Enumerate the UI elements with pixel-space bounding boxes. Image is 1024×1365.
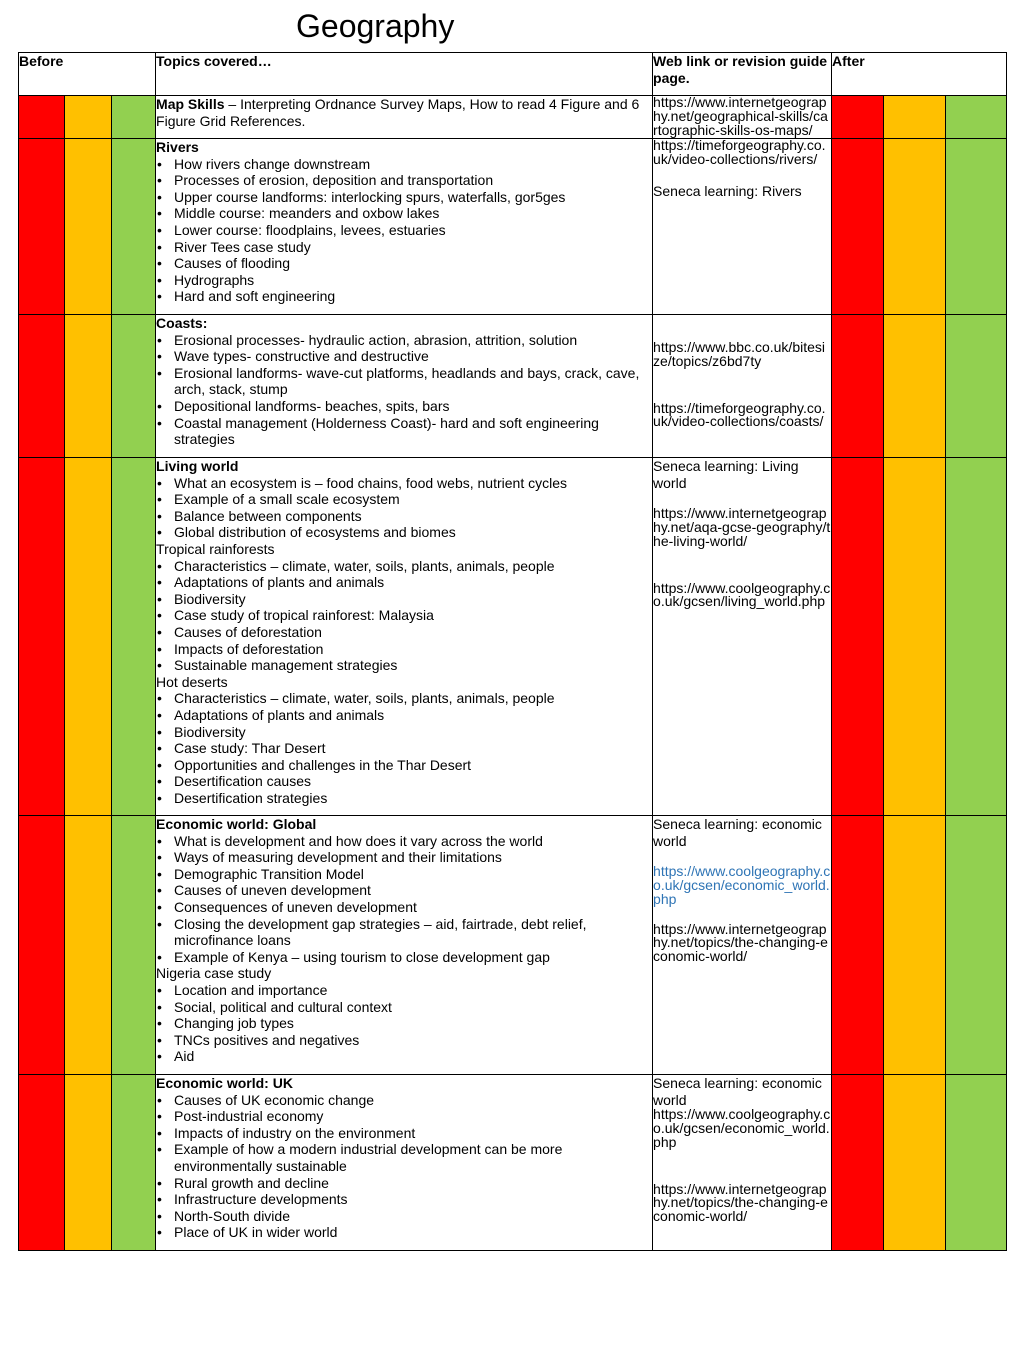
revision-link[interactable]: https://www.internetgeography.net/topics/the-changing-economic-world/ (653, 920, 828, 965)
topic-list (156, 475, 652, 541)
before-red-cell[interactable] (19, 96, 65, 139)
topics-header: Topics covered… (156, 53, 653, 96)
list-item: • Consequences of uneven development (156, 899, 652, 916)
list-item: • Changing job types (156, 1015, 652, 1032)
after-header: After (832, 53, 1007, 96)
revision-link[interactable]: https://timeforgeography.co.uk/video-collections/rivers/ (653, 137, 826, 167)
before-green-cell[interactable] (112, 139, 156, 315)
list-item: • Erosional processes- hydraulic action, abrasion, attrition, solution (156, 332, 652, 349)
section-intro: – Interpreting Ordnance Survey Maps, How to read 4 Figure and 6 Figure Grid References. (156, 96, 640, 129)
subsection-heading: Nigeria case study (156, 965, 272, 982)
topic-list (156, 833, 652, 966)
revision-tracker-table (18, 52, 1007, 1251)
list-item: • Infrastructure developments (156, 1191, 652, 1208)
list-item: • Causes of flooding (156, 255, 652, 272)
list-item: • Wave types- constructive and destructive (156, 348, 652, 365)
revision-link[interactable]: https://www.internetgeography.net/aqa-gcse-geography/the-living-world/ (653, 505, 831, 549)
subsection-heading: Hot deserts (156, 673, 228, 690)
before-green-cell[interactable] (112, 315, 156, 458)
before-green-cell[interactable] (112, 816, 156, 1075)
after-amber-cell[interactable] (884, 315, 946, 458)
before-amber-cell[interactable] (65, 816, 112, 1075)
after-red-cell[interactable] (832, 816, 884, 1075)
revision-link[interactable]: Seneca learning: Living world (653, 458, 799, 491)
after-amber-cell[interactable] (884, 1075, 946, 1251)
list-item: • Adaptations of plants and animals (156, 707, 652, 724)
before-amber-cell[interactable] (65, 315, 112, 458)
topic-list (156, 1092, 652, 1241)
links-cell (653, 458, 832, 816)
topic-row-economic-global (19, 816, 1007, 1075)
before-green-cell[interactable] (112, 1075, 156, 1251)
revision-link[interactable]: Seneca learning: economic world (653, 1075, 822, 1108)
list-item: • Aid (156, 1048, 652, 1065)
list-item: • Processes of erosion, deposition and transportation (156, 172, 652, 189)
topic-row-coasts (19, 315, 1007, 458)
list-item: • Characteristics – climate, water, soils, plants, animals, people (156, 558, 652, 575)
before-red-cell[interactable] (19, 1075, 65, 1251)
subsection-heading: Tropical rainforests (156, 540, 275, 557)
topic-row-living-world (19, 458, 1007, 816)
after-amber-cell[interactable] (884, 96, 946, 139)
before-red-cell[interactable] (19, 816, 65, 1075)
header-row (19, 53, 1007, 96)
section-title: Coasts: (156, 315, 208, 331)
list-item: • Hydrographs (156, 272, 652, 289)
before-red-cell[interactable] (19, 458, 65, 816)
section-title: Living world (156, 458, 239, 474)
after-red-cell[interactable] (832, 315, 884, 458)
list-item: • TNCs positives and negatives (156, 1032, 652, 1049)
list-item: • River Tees case study (156, 239, 652, 256)
list-item: • Biodiversity (156, 724, 652, 741)
list-item: • Opportunities and challenges in the Thar Desert (156, 757, 652, 774)
list-item: • Impacts of industry on the environment (156, 1125, 652, 1142)
topics-cell (156, 1075, 653, 1251)
revision-link[interactable]: https://www.coolgeography.co.uk/gcsen/economic_world.php (653, 1106, 831, 1150)
after-green-cell[interactable] (946, 315, 1007, 458)
list-item: • North-South divide (156, 1208, 652, 1225)
after-amber-cell[interactable] (884, 816, 946, 1075)
topic-row-map-skills (19, 96, 1007, 139)
revision-link[interactable]: https://www.bbc.co.uk/bitesize/topics/z6bd7ty (653, 339, 825, 369)
revision-link[interactable]: https://www.internetgeography.net/topics/the-changing-economic-world/ (653, 1180, 828, 1225)
after-red-cell[interactable] (832, 139, 884, 315)
revision-link[interactable]: https://www.coolgeography.co.uk/gcsen/living_world.php (653, 579, 831, 610)
after-green-cell[interactable] (946, 96, 1007, 139)
topic-row-economic-uk (19, 1075, 1007, 1251)
list-item: • Sustainable management strategies (156, 657, 652, 674)
list-item: • Example of how a modern industrial development can be more environmentally sustainable (156, 1141, 652, 1174)
before-green-cell[interactable] (112, 96, 156, 139)
topics-cell (156, 458, 653, 816)
list-item: • Causes of uneven development (156, 882, 652, 899)
before-amber-cell[interactable] (65, 458, 112, 816)
list-item: • Causes of UK economic change (156, 1092, 652, 1109)
list-item: • Demographic Transition Model (156, 866, 652, 883)
revision-link[interactable]: Seneca learning: Rivers (653, 182, 802, 199)
list-item: • Erosional landforms- wave-cut platforms, headlands and bays, crack, cave, arch, stack, stump (156, 365, 652, 398)
list-item: • Upper course landforms: interlocking spurs, waterfalls, gor5ges (156, 189, 652, 206)
topics-cell (156, 816, 653, 1075)
list-item: • What an ecosystem is – food chains, food webs, nutrient cycles (156, 475, 652, 492)
before-red-cell[interactable] (19, 139, 65, 315)
list-item: • Place of UK in wider world (156, 1224, 652, 1241)
links-cell (653, 1075, 832, 1251)
after-red-cell[interactable] (832, 458, 884, 816)
list-item: • Lower course: floodplains, levees, estuaries (156, 222, 652, 239)
list-item: • Causes of deforestation (156, 624, 652, 641)
before-header: Before (19, 53, 156, 96)
section-title: Economic world: Global (156, 816, 317, 832)
list-item: • Case study: Thar Desert (156, 740, 652, 757)
after-amber-cell[interactable] (884, 139, 946, 315)
section-title: Map Skills (156, 96, 225, 112)
after-green-cell[interactable] (946, 458, 1007, 816)
page-title: Geography (296, 8, 455, 44)
list-item: • Desertification causes (156, 773, 652, 790)
list-item: • Adaptations of plants and animals (156, 574, 652, 591)
list-item: • Example of Kenya – using tourism to close development gap (156, 949, 652, 966)
list-item: • Characteristics – climate, water, soils, plants, animals, people (156, 690, 652, 707)
after-red-cell[interactable] (832, 96, 884, 139)
list-item: • Location and importance (156, 982, 652, 999)
list-item: • Coastal management (Holderness Coast)- hard and soft engineering strategies (156, 415, 652, 448)
before-green-cell[interactable] (112, 458, 156, 816)
topics-cell (156, 139, 653, 315)
list-item: • Hard and soft engineering (156, 288, 652, 305)
before-amber-cell[interactable] (65, 139, 112, 315)
list-item: • Global distribution of ecosystems and biomes (156, 524, 652, 541)
topic-list (156, 982, 652, 1065)
links-cell (653, 96, 832, 139)
section-title: Economic world: UK (156, 1075, 293, 1091)
list-item: • Balance between components (156, 508, 652, 525)
revision-link[interactable]: https://www.coolgeography.co.uk/gcsen/economic_world.php (653, 863, 831, 907)
list-item: • Case study of tropical rainforest: Malaysia (156, 607, 652, 624)
section-title: Rivers (156, 139, 199, 155)
before-amber-cell[interactable] (65, 1075, 112, 1251)
list-item: • Depositional landforms- beaches, spits, bars (156, 398, 652, 415)
after-green-cell[interactable] (946, 139, 1007, 315)
topics-cell (156, 315, 653, 458)
revision-link[interactable]: https://www.internetgeography.net/geographical-skills/cartographic-skills-os-maps/ (653, 94, 828, 138)
list-item: • What is development and how does it vary across the world (156, 833, 652, 850)
list-item: • Closing the development gap strategies – aid, fairtrade, debt relief, microfinance loans (156, 916, 652, 949)
before-red-cell[interactable] (19, 315, 65, 458)
after-green-cell[interactable] (946, 816, 1007, 1075)
list-item: • How rivers change downstream (156, 156, 652, 173)
topic-list (156, 332, 652, 448)
list-item: • Impacts of deforestation (156, 641, 652, 658)
revision-link[interactable]: Seneca learning: economic world (653, 816, 822, 849)
list-item: • Post-industrial economy (156, 1108, 652, 1125)
list-item: • Example of a small scale ecosystem (156, 491, 652, 508)
list-item: • Biodiversity (156, 591, 652, 608)
topic-list (156, 156, 652, 305)
links-cell (653, 315, 832, 458)
list-item: • Ways of measuring development and their limitations (156, 849, 652, 866)
list-item: • Rural growth and decline (156, 1175, 652, 1192)
list-item: • Desertification strategies (156, 790, 652, 807)
before-amber-cell[interactable] (65, 96, 112, 139)
topic-list (156, 558, 652, 674)
revision-link[interactable]: https://timeforgeography.co.uk/video-collections/coasts/ (653, 399, 826, 430)
after-red-cell[interactable] (832, 1075, 884, 1251)
list-item: • Social, political and cultural context (156, 999, 652, 1016)
list-item: • Middle course: meanders and oxbow lakes (156, 205, 652, 222)
after-amber-cell[interactable] (884, 458, 946, 816)
links-cell (653, 816, 832, 1075)
topic-row-rivers (19, 139, 1007, 315)
after-green-cell[interactable] (946, 1075, 1007, 1251)
link-header: Web link or revision guide page. (653, 53, 832, 96)
topics-cell (156, 96, 653, 139)
topic-list (156, 690, 652, 806)
links-cell (653, 139, 832, 315)
